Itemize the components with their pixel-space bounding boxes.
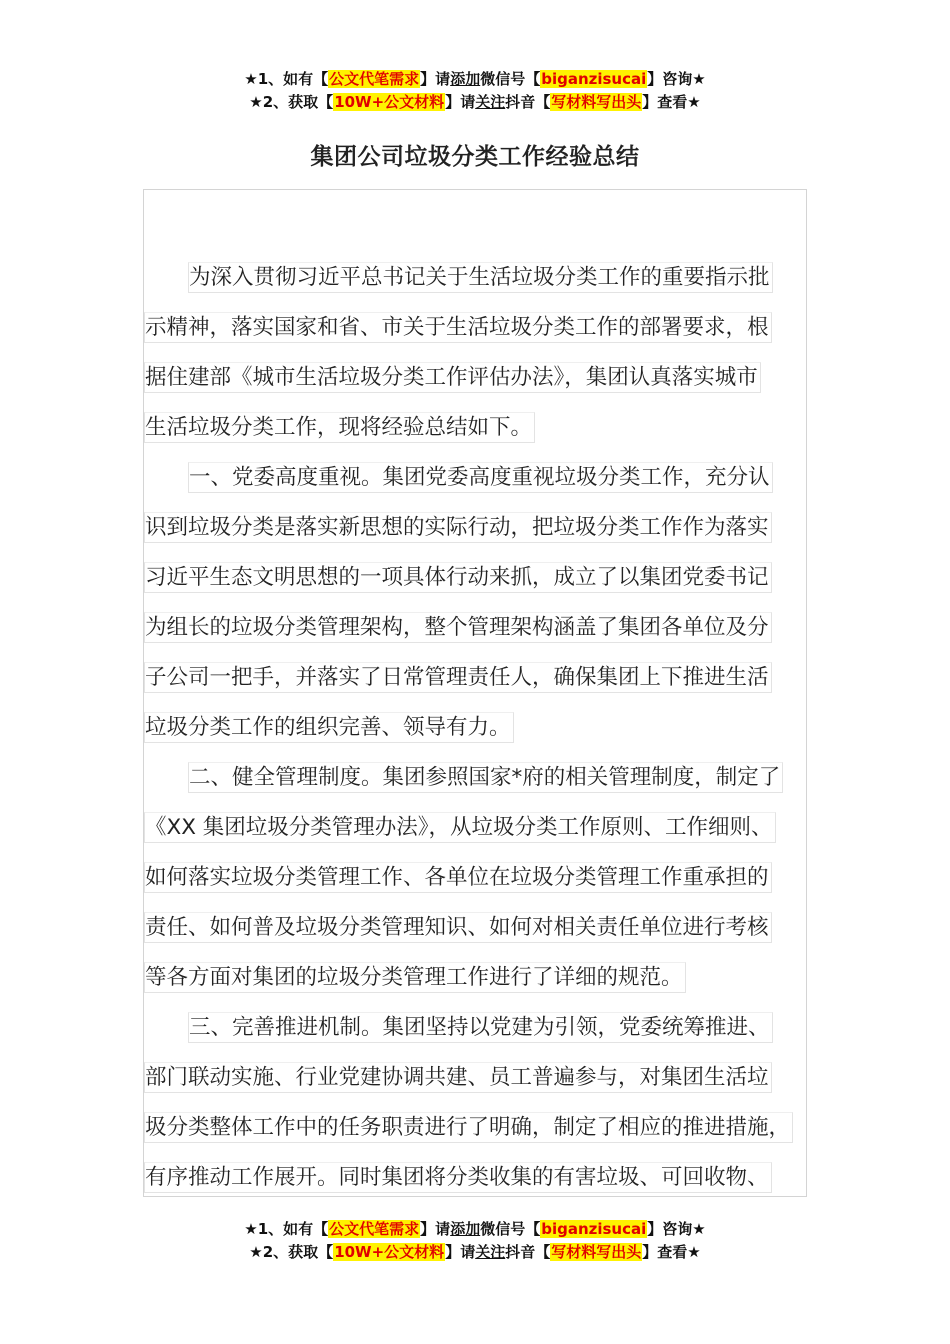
promo-underline: 关注 [475,93,506,111]
promo-text: 抖音【 [505,1243,551,1261]
document-body [144,253,806,1203]
body-line [144,903,806,953]
body-line [144,453,806,503]
body-line-text: 示精神，落实国家和省、市关于生活垃圾分类工作的部署要求，根 [144,312,772,343]
promo-line-2 [0,1241,950,1264]
promo-highlight: 写材料写出头 [551,93,642,111]
promo-highlight: 10W+公文材料 [334,1243,445,1261]
body-line-text: 生活垃圾分类工作，现将经验总结如下。 [144,412,535,443]
promo-text: ★2、获取【 [249,93,334,111]
body-line-text: 圾分类整体工作中的任务职责进行了明确，制定了相应的推进措施， [144,1112,793,1143]
promo-text: 】查看★ [642,93,701,111]
body-line [144,1103,806,1153]
promo-underline: 添加 [450,70,481,88]
body-line-text: 一、党委高度重视。集团党委高度重视垃圾分类工作，充分认 [188,462,773,493]
body-line-text: 如何落实垃圾分类管理工作、各单位在垃圾分类管理工作重承担的 [144,862,772,893]
promo-highlight: 公文代笔需求 [329,70,420,88]
body-line [144,553,806,603]
body-line-text: 责任、如何普及垃圾分类管理知识、如何对相关责任单位进行考核 [144,912,772,943]
body-line [144,603,806,653]
promo-highlight: 10W+公文材料 [334,93,445,111]
body-line-text: 等各方面对集团的垃圾分类管理工作进行了详细的规范。 [144,962,686,993]
promo-line-2 [0,91,950,114]
body-line [144,403,806,453]
promo-text: 抖音【 [505,93,551,111]
body-line-text: 子公司一把手，并落实了日常管理责任人，确保集团上下推进生活 [144,662,772,693]
body-line [144,1153,806,1203]
body-line-text: 部门联动实施、行业党建协调共建、员工普遍参与，对集团生活垃 [144,1062,772,1093]
promo-header [0,68,950,114]
promo-text: 】请 [420,70,451,88]
promo-text: ★1、如有【 [244,1220,329,1238]
promo-line-1 [0,68,950,91]
promo-text: 】请 [445,1243,476,1261]
promo-footer [0,1218,950,1264]
body-line-text: 习近平生态文明思想的一项具体行动来抓，成立了以集团党委书记 [144,562,772,593]
body-line [144,1003,806,1053]
body-line-text: 据住建部《城市生活垃圾分类工作评估办法》，集团认真落实城市 [144,362,761,393]
promo-highlight: 写材料写出头 [551,1243,642,1261]
promo-line-1 [0,1218,950,1241]
promo-text: ★2、获取【 [249,1243,334,1261]
body-line-text: 为深入贯彻习近平总书记关于生活垃圾分类工作的重要指示批 [188,262,773,293]
body-line-text: 有序推动工作展开。同时集团将分类收集的有害垃圾、可回收物、 [144,1162,772,1193]
promo-text: 微信号【 [480,1220,541,1238]
body-line-text: 垃圾分类工作的组织完善、领导有力。 [144,712,514,743]
promo-text: 】请 [420,1220,451,1238]
body-line [144,253,806,303]
body-line [144,703,806,753]
body-line [144,953,806,1003]
promo-underline: 关注 [475,1243,506,1261]
promo-text: ★1、如有【 [244,70,329,88]
promo-highlight: biganzisucai [541,1220,647,1238]
body-line-text: 二、健全管理制度。集团参照国家*府的相关管理制度，制定了 [188,762,783,793]
page-title: 集团公司垃圾分类工作经验总结 [310,144,640,170]
promo-text: 微信号【 [480,70,541,88]
body-line [144,1053,806,1103]
body-line-text: 识到垃圾分类是落实新思想的实际行动，把垃圾分类工作作为落实 [144,512,772,543]
body-line [144,353,806,403]
body-line [144,753,806,803]
promo-underline: 添加 [450,1220,481,1238]
promo-text: 】请 [445,93,476,111]
body-line [144,803,806,853]
promo-text: 】咨询★ [647,70,706,88]
body-line [144,303,806,353]
promo-text: 】查看★ [642,1243,701,1261]
body-line-text: 《XX 集团垃圾分类管理办法》，从垃圾分类工作原则、工作细则、 [144,812,776,843]
body-line-text: 三、完善推进机制。集团坚持以党建为引领，党委统筹推进、 [188,1012,773,1043]
body-line [144,503,806,553]
body-line [144,853,806,903]
promo-highlight: biganzisucai [541,70,647,88]
promo-highlight: 公文代笔需求 [329,1220,420,1238]
promo-text: 】咨询★ [647,1220,706,1238]
body-line-text: 为组长的垃圾分类管理架构，整个管理架构涵盖了集团各单位及分 [144,612,772,643]
body-line [144,653,806,703]
